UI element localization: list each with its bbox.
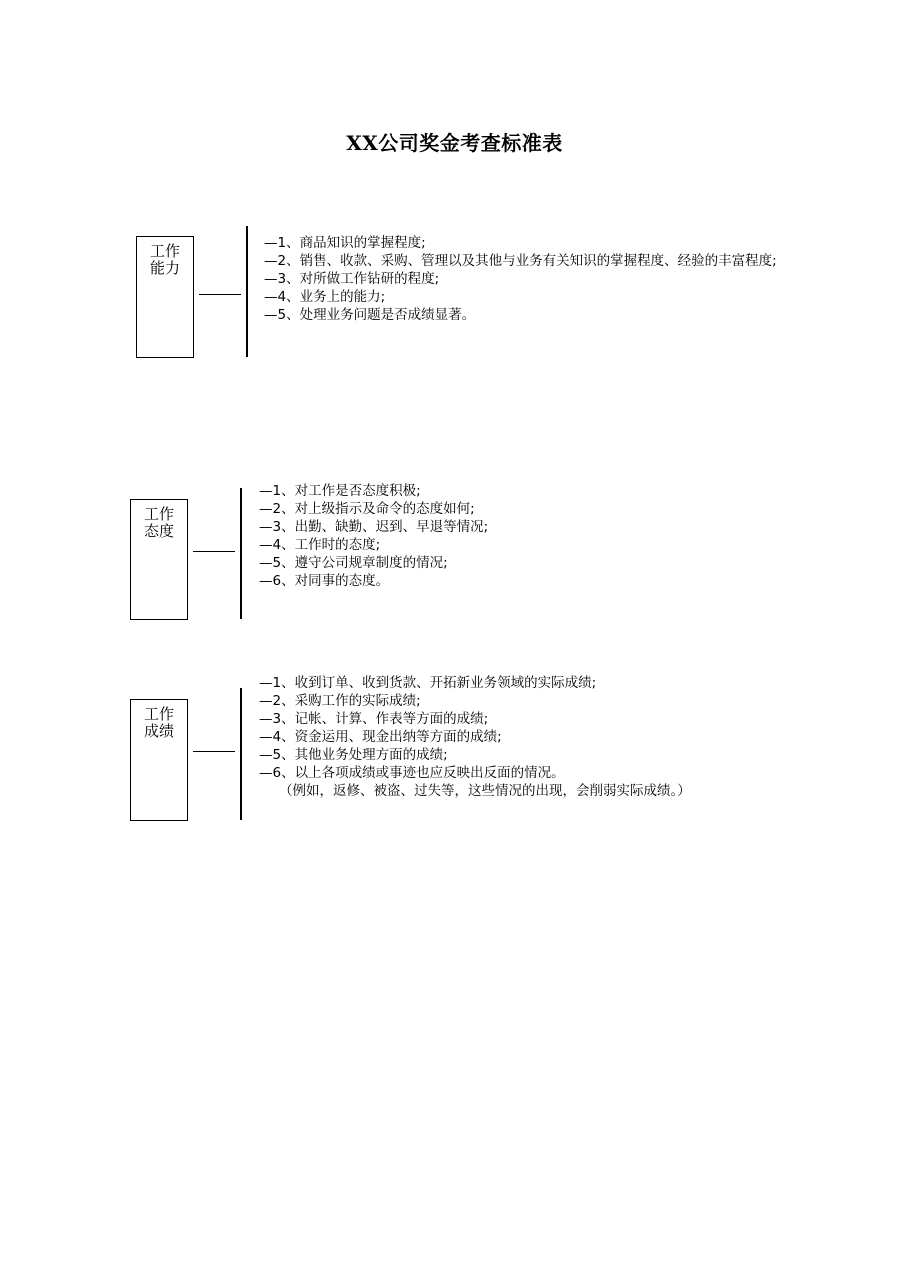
criteria-item: —1、商品知识的掌握程度; <box>264 235 426 251</box>
criteria-item: —6、以上各项成绩或事迹也应反映出反面的情况。 <box>259 765 565 781</box>
criteria-list-ability <box>264 234 777 324</box>
category-label-line1: 工作 <box>143 705 174 723</box>
category-box-performance <box>130 699 188 821</box>
connector-line <box>199 294 241 295</box>
criteria-list-performance <box>259 674 691 800</box>
criteria-item: —4、工作时的态度; <box>259 537 381 553</box>
category-label-line2: 态度 <box>143 522 174 540</box>
criteria-item: —4、业务上的能力; <box>264 289 386 305</box>
criteria-item: —5、处理业务问题是否成绩显著。 <box>264 307 476 323</box>
criteria-item: —3、对所做工作钻研的程度; <box>264 271 440 287</box>
category-box-ability <box>136 236 194 358</box>
criteria-item: —3、出勤、缺勤、迟到、早退等情况; <box>259 519 489 535</box>
bracket-line <box>240 688 242 820</box>
criteria-item: —5、遵守公司规章制度的情况; <box>259 555 448 571</box>
criteria-item: —3、记帐、计算、作表等方面的成绩; <box>259 711 489 727</box>
bracket-line <box>246 226 248 357</box>
criteria-item: —2、对上级指示及命令的态度如何; <box>259 501 475 517</box>
category-box-attitude <box>130 499 188 620</box>
category-label-line2: 能力 <box>149 259 180 277</box>
category-label-line1: 工作 <box>143 505 174 523</box>
criteria-item: —4、资金运用、现金出纳等方面的成绩; <box>259 729 502 745</box>
criteria-item: —1、对工作是否态度积极; <box>259 483 421 499</box>
connector-line <box>193 551 235 552</box>
criteria-item: —1、收到订单、收到货款、开拓新业务领域的实际成绩; <box>259 675 597 691</box>
criteria-note: （例如，返修、被盗、过失等，这些情况的出现，会削弱实际成绩。） <box>279 783 691 799</box>
category-label-line2: 成绩 <box>143 722 174 740</box>
category-label-line1: 工作 <box>149 242 180 260</box>
criteria-item: —2、销售、收款、采购、管理以及其他与业务有关知识的掌握程度、经验的丰富程度; <box>264 253 777 269</box>
criteria-item: —2、采购工作的实际成绩; <box>259 693 421 709</box>
criteria-item: —5、其他业务处理方面的成绩; <box>259 747 448 763</box>
criteria-item: —6、对同事的态度。 <box>259 573 390 589</box>
criteria-list-attitude <box>259 482 488 590</box>
document-title: XX公司奖金考查标准表 <box>346 131 563 155</box>
bracket-line <box>240 488 242 619</box>
connector-line <box>193 751 235 752</box>
